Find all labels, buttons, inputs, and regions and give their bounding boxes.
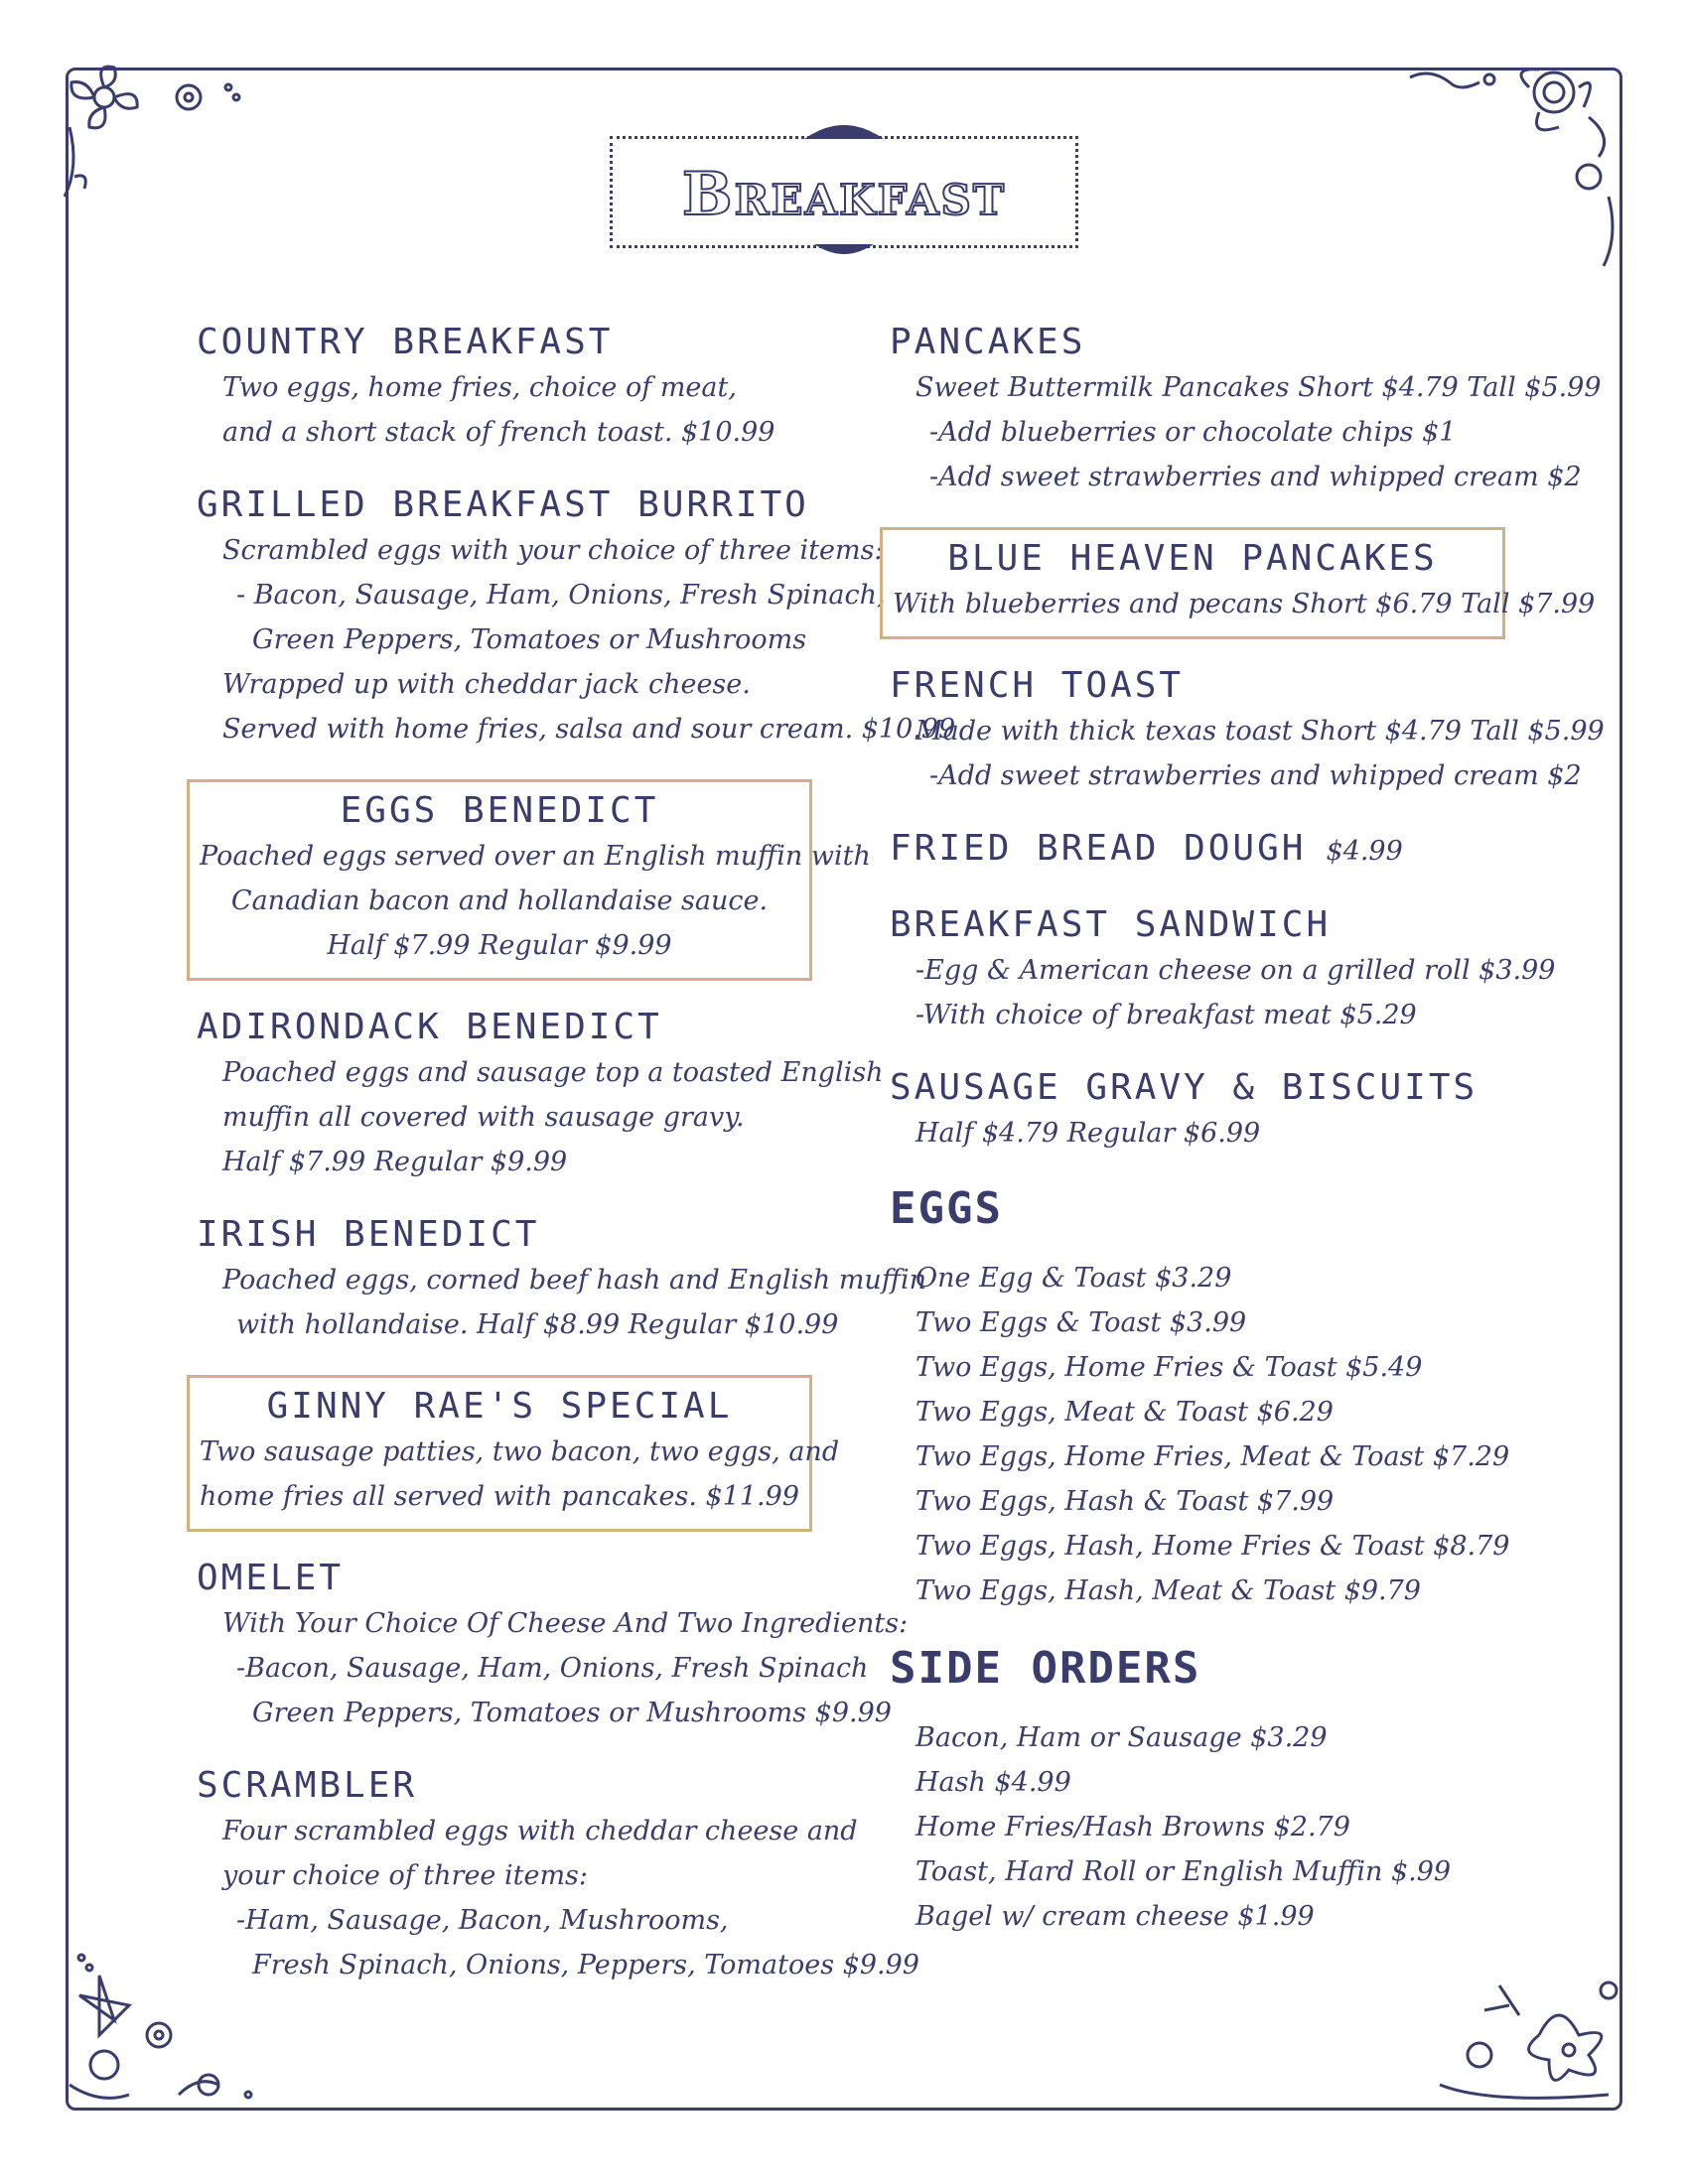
flower-corner-top-right-icon [1390, 58, 1628, 276]
item-desc: -Egg & American cheese on a grilled roll $3.99 [915, 955, 1556, 986]
list-item: Bagel w/ cream cheese $1.99 [915, 1901, 1315, 1932]
menu-item-adirondack [197, 1005, 884, 1184]
menu-item-breakfast-sandwich [890, 902, 1556, 1037]
menu-item-french-toast [890, 663, 1605, 798]
item-desc: - Bacon, Sausage, Ham, Onions, Fresh Spinach, [236, 580, 886, 611]
item-desc: muffin all covered with sausage gravy. [222, 1102, 745, 1133]
list-item: Hash $4.99 [915, 1767, 1071, 1798]
list-item: Home Fries/Hash Browns $2.79 [915, 1812, 1350, 1843]
item-name: SAUSAGE GRAVY & BISCUITS [890, 1067, 1478, 1108]
item-desc: Half $7.99 Regular $9.99 [222, 1147, 568, 1177]
item-desc: With blueberries and pecans Short $6.79 Tall $7.99 [893, 589, 1596, 619]
page-title: Breakfast [681, 160, 1007, 229]
item-name: GRILLED BREAKFAST BURRITO [197, 484, 809, 525]
item-desc: Sweet Buttermilk Pancakes Short $4.79 Tall $5.99 [915, 372, 1602, 403]
item-desc: Poached eggs, corned beef hash and English muffin [222, 1265, 926, 1296]
item-desc: -With choice of breakfast meat $5.29 [915, 1000, 1417, 1030]
item-desc: With Your Choice Of Cheese And Two Ingredients: [222, 1608, 909, 1639]
item-name: OMELET [197, 1558, 345, 1598]
list-item: Two Eggs, Home Fries & Toast $5.49 [915, 1352, 1423, 1383]
item-name: PANCAKES [890, 322, 1086, 362]
item-desc: -Add blueberries or chocolate chips $1 [929, 417, 1457, 448]
list-item: Two Eggs, Home Fries, Meat & Toast $7.29 [915, 1441, 1510, 1472]
item-name: SCRAMBLER [197, 1765, 418, 1806]
menu-item-irish-benedict [197, 1212, 926, 1347]
list-item: Toast, Hard Roll or English Muffin $.99 [915, 1856, 1452, 1887]
list-item: One Egg & Toast $3.29 [915, 1263, 1232, 1294]
item-name: ADIRONDACK BENEDICT [197, 1007, 662, 1047]
eggs-list [890, 1256, 1510, 1613]
item-desc: home fries all served with pancakes. $11.99 [200, 1481, 799, 1512]
item-desc: Half $7.99 Regular $9.99 [327, 930, 672, 961]
left-column [197, 320, 956, 2015]
item-desc: Two eggs, home fries, choice of meat, [222, 372, 737, 403]
list-item: Two Eggs, Meat & Toast $6.29 [915, 1397, 1334, 1428]
list-item: Two Eggs & Toast $3.99 [915, 1307, 1247, 1338]
item-desc: your choice of three items: [222, 1860, 589, 1891]
item-desc: Scrambled eggs with your choice of three items: [222, 535, 884, 566]
list-item: Bacon, Ham or Sausage $3.29 [915, 1722, 1328, 1753]
item-desc: with hollandaise. Half $8.99 Regular $10.99 [236, 1309, 839, 1340]
item-name: EGGS BENEDICT [340, 790, 659, 831]
item-desc: Poached eggs served over an English muffin with [200, 841, 871, 872]
menu-item-ginny-rae-special [187, 1375, 840, 1532]
item-desc: Made with thick texas toast Short $4.79 Tall $5.99 [915, 716, 1605, 747]
menu-item-eggs-benedict [187, 779, 871, 981]
list-item: Two Eggs, Hash, Home Fries & Toast $8.79 [915, 1531, 1510, 1562]
menu-item-blue-heaven-pancakes [880, 527, 1596, 639]
item-desc: -Bacon, Sausage, Ham, Onions, Fresh Spinach [236, 1653, 869, 1684]
right-column [890, 320, 1605, 1939]
item-name-row [890, 826, 1505, 875]
list-item: Two Eggs, Hash, Meat & Toast $9.79 [915, 1575, 1421, 1606]
item-desc: Half $4.79 Regular $6.99 [915, 1118, 1261, 1149]
item-desc: Green Peppers, Tomatoes or Mushrooms [252, 624, 807, 655]
item-name: COUNTRY BREAKFAST [197, 322, 614, 362]
menu-item-fried-bread-dough [890, 826, 1505, 875]
flower-corner-bottom-right-icon [1420, 1976, 1628, 2115]
menu-item-sausage-gravy [890, 1065, 1505, 1156]
menu-item-burrito [197, 482, 956, 751]
side-orders-list [890, 1715, 1505, 1939]
item-desc: Green Peppers, Tomatoes or Mushrooms $9.99 [252, 1698, 892, 1728]
item-name: GINNY RAE'S SPECIAL [266, 1386, 733, 1427]
item-desc: Two sausage patties, two bacon, two eggs, and [200, 1436, 840, 1467]
item-desc: Fresh Spinach, Onions, Peppers, Tomatoes $9.99 [252, 1950, 919, 1980]
flower-corner-top-left-icon [60, 58, 258, 216]
item-name: BREAKFAST SANDWICH [890, 904, 1332, 945]
item-desc: Poached eggs and sausage top a toasted English [222, 1057, 884, 1088]
item-desc: -Add sweet strawberries and whipped cream $2 [929, 462, 1582, 492]
item-desc: -Add sweet strawberries and whipped cream $2 [929, 760, 1582, 791]
menu-item-omelet [197, 1556, 909, 1735]
item-name: FRENCH TOAST [890, 665, 1185, 706]
item-name: IRISH BENEDICT [197, 1214, 540, 1255]
title-box [610, 136, 1078, 248]
list-item: Two Eggs, Hash & Toast $7.99 [915, 1486, 1335, 1517]
title-ornament-bottom-icon [809, 242, 879, 260]
item-desc: Served with home fries, salsa and sour cream. $10.99 [222, 714, 956, 745]
menu-item-country-breakfast [197, 320, 812, 455]
item-desc: Wrapped up with cheddar jack cheese. [222, 669, 751, 700]
menu-item-scrambler [197, 1763, 919, 1987]
section-heading-eggs: EGGS [890, 1183, 1003, 1234]
item-desc: -Ham, Sausage, Bacon, Mushrooms, [236, 1905, 729, 1936]
item-desc: and a short stack of french toast. $10.99 [222, 417, 775, 448]
item-desc: Four scrambled eggs with cheddar cheese and [222, 1816, 858, 1846]
menu-item-pancakes [890, 320, 1602, 499]
item-desc: Canadian bacon and hollandaise sauce. [230, 886, 769, 916]
item-name: FRIED BREAD DOUGH [890, 828, 1307, 869]
item-name: BLUE HEAVEN PANCAKES [947, 538, 1438, 579]
section-heading-side-orders: SIDE ORDERS [890, 1643, 1201, 1694]
item-price: $4.99 [1326, 836, 1403, 867]
